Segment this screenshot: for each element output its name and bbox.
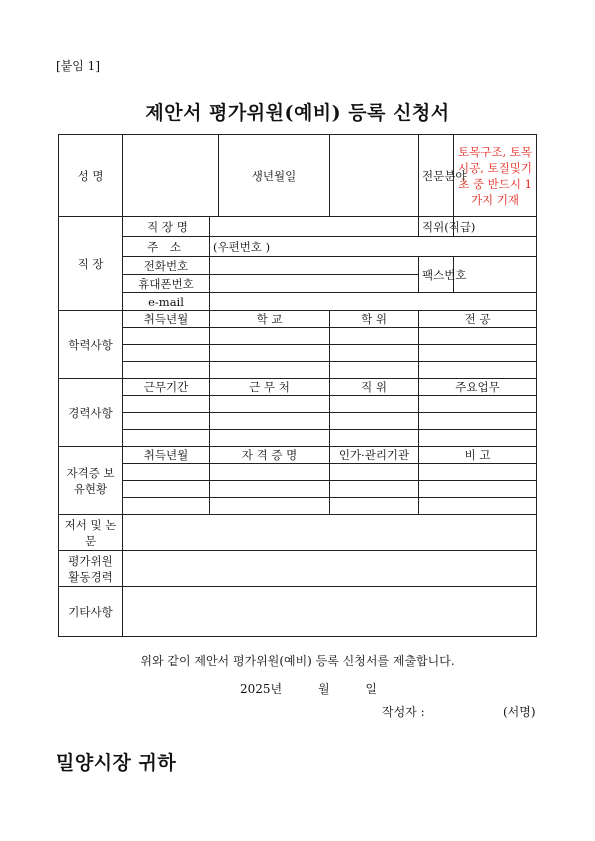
table-cell[interactable]	[419, 498, 537, 515]
writer-label: 작성자 :	[382, 705, 425, 719]
email-field[interactable]	[210, 293, 537, 311]
table-cell[interactable]	[330, 362, 419, 379]
table-cell[interactable]	[330, 481, 419, 498]
certificates-header: 자 격 증 명	[210, 447, 330, 464]
signature-label: (서명)	[503, 705, 536, 719]
table-cell[interactable]	[123, 430, 210, 447]
mobile-label: 휴대폰번호	[123, 275, 210, 293]
table-cell[interactable]	[123, 498, 210, 515]
position-label: 직위(직급)	[419, 217, 454, 237]
postal-code-field[interactable]: (우편번호 )	[210, 237, 537, 257]
career-header: 직 위	[330, 379, 419, 396]
table-cell[interactable]	[210, 362, 330, 379]
publications-field[interactable]	[123, 515, 537, 551]
education-header: 학 위	[330, 311, 419, 328]
certificates-header: 비 고	[419, 447, 537, 464]
table-cell[interactable]	[419, 362, 537, 379]
name-label: 성 명	[59, 135, 123, 217]
addressee: 밀양시장 귀하	[56, 752, 177, 774]
table-cell[interactable]	[210, 396, 330, 413]
table-cell[interactable]	[210, 464, 330, 481]
table-cell[interactable]	[330, 464, 419, 481]
etc-label: 기타사항	[59, 587, 123, 637]
table-cell[interactable]	[210, 481, 330, 498]
date-month: 월	[317, 682, 330, 696]
email-label: e-mail	[123, 293, 210, 311]
name-field[interactable]	[123, 135, 219, 217]
education-section-label: 학력사항	[59, 311, 123, 379]
table-cell[interactable]	[123, 413, 210, 430]
certificates-section-label: 자격증 보유현황	[59, 447, 123, 515]
phone-field[interactable]	[210, 257, 419, 275]
table-cell[interactable]	[419, 481, 537, 498]
publications-label: 저서 및 논문	[59, 515, 123, 551]
evaluation-experience-label: 평가위원 활동경력	[59, 551, 123, 587]
certificates-header: 취득년월	[123, 447, 210, 464]
page-title: 제안서 평가위원(예비) 등록 신청서	[145, 102, 450, 124]
workplace-name-field[interactable]	[210, 217, 419, 237]
table-cell[interactable]	[330, 396, 419, 413]
education-header: 전 공	[419, 311, 537, 328]
date-line	[240, 680, 399, 697]
career-header: 근 무 처	[210, 379, 330, 396]
table-cell[interactable]	[123, 362, 210, 379]
career-header: 근무기간	[123, 379, 210, 396]
field-label: 전문분야	[419, 135, 454, 217]
education-header: 학 교	[210, 311, 330, 328]
table-cell[interactable]	[419, 464, 537, 481]
table-cell[interactable]	[123, 481, 210, 498]
address-label: 주 소	[123, 237, 210, 257]
career-section-label: 경력사항	[59, 379, 123, 447]
etc-field[interactable]	[123, 587, 537, 637]
field-note[interactable]: 토목구조, 토목시공, 토질및기초 중 반드시 1가지 기재	[454, 135, 537, 217]
career-header: 주요업무	[419, 379, 537, 396]
evaluation-experience-field[interactable]	[123, 551, 537, 587]
fax-label: 팩스번호	[419, 257, 454, 293]
birth-field[interactable]	[330, 135, 419, 217]
mobile-field[interactable]	[210, 275, 419, 293]
table-cell[interactable]	[210, 345, 330, 362]
table-cell[interactable]	[210, 328, 330, 345]
registration-form-table	[58, 134, 537, 637]
date-day: 일	[365, 682, 377, 696]
table-cell[interactable]	[330, 328, 419, 345]
table-cell[interactable]	[123, 396, 210, 413]
birth-label: 생년월일	[219, 135, 330, 217]
education-header: 취득년월	[123, 311, 210, 328]
workplace-name-label: 직 장 명	[123, 217, 210, 237]
table-cell[interactable]	[330, 345, 419, 362]
table-cell[interactable]	[330, 413, 419, 430]
date-year: 2025년	[240, 682, 283, 696]
table-cell[interactable]	[330, 498, 419, 515]
table-cell[interactable]	[123, 328, 210, 345]
table-cell[interactable]	[210, 413, 330, 430]
declaration-text: 위와 같이 제안서 평가위원(예비) 등록 신청서를 제출합니다.	[140, 654, 455, 668]
table-cell[interactable]	[210, 498, 330, 515]
table-cell[interactable]	[419, 396, 537, 413]
table-cell[interactable]	[123, 464, 210, 481]
table-cell[interactable]	[419, 345, 537, 362]
table-cell[interactable]	[330, 430, 419, 447]
table-cell[interactable]	[419, 413, 537, 430]
table-cell[interactable]	[210, 430, 330, 447]
attachment-label: [붙임 1]	[56, 59, 100, 73]
workplace-section-label: 직 장	[59, 217, 123, 311]
table-cell[interactable]	[419, 430, 537, 447]
phone-label: 전화번호	[123, 257, 210, 275]
table-cell[interactable]	[123, 345, 210, 362]
table-cell[interactable]	[419, 328, 537, 345]
certificates-header: 인가·관리기관	[330, 447, 419, 464]
